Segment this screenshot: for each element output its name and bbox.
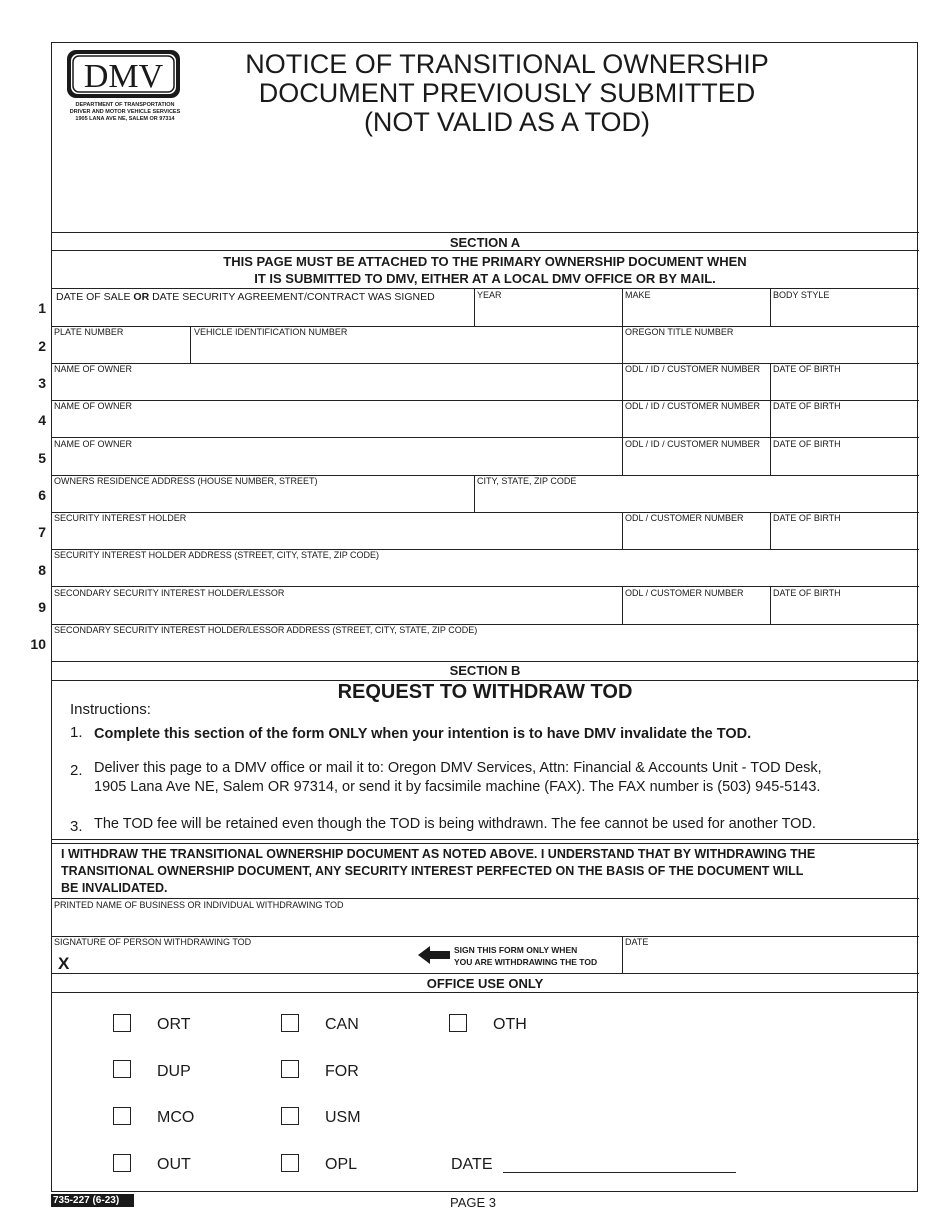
instruction-2-line-2: 1905 Lana Ave NE, Salem OR 97314, or send it by facsimile machine (FAX). The FAX number is (503) 945-5143. [94,779,821,795]
instruction-number-3: 3. [70,818,83,835]
instruction-3: The TOD fee will be retained even though the TOD is being withdrawn. The fee cannot be used for another TOD. [94,816,816,832]
owner-id-label-2: ODL / ID / CUSTOMER NUMBER [625,401,761,411]
owner-dob-label-2: DATE OF BIRTH [773,401,841,411]
checkbox-label-usm: USM [325,1109,361,1126]
withdraw-statement: I WITHDRAW THE TRANSITIONAL OWNERSHIP DOCUMENT AS NOTED ABOVE. I UNDERSTAND THAT BY WITHDRAWING THE TRANSITIONAL OWNERSHIP DOCUMENT, ANY SECURITY INTEREST PERFECTED ON THE BASIS OF THE DOCUMENT WILL BE INVALIDATED. [61,847,816,895]
instruction-number-1: 1. [70,724,83,741]
row-number-4: 4 [38,412,46,428]
secondary-holder-dob-label: DATE OF BIRTH [773,588,841,598]
owner-id-field-1[interactable] [623,376,769,399]
checkbox-label-opl: OPL [325,1156,358,1173]
signature-field[interactable] [75,948,405,972]
row-number-6: 6 [38,487,46,503]
make-field[interactable] [623,303,769,325]
owner-dob-field-3[interactable] [771,451,917,474]
checkbox-label-can: CAN [325,1016,359,1033]
security-holder-label: SECURITY INTEREST HOLDER [54,513,187,523]
security-holder-dob-label: DATE OF BIRTH [773,513,841,523]
owner-dob-field-2[interactable] [771,413,917,436]
logo-text: DMV [83,58,164,95]
agency-line-1: DEPARTMENT OF TRANSPORTATION [75,102,175,108]
secondary-holder-address-label: SECONDARY SECURITY INTEREST HOLDER/LESSOR ADDRESS (STREET, CITY, STATE, ZIP CODE) [54,625,478,635]
agency-line-3: 1905 LANA AVE NE, SALEM OR 97314 [75,116,175,122]
owner-id-field-3[interactable] [623,451,769,474]
plate-number-field[interactable] [52,339,189,362]
section-a-notice-2: IT IS SUBMITTED TO DMV, EITHER AT A LOCAL DMV OFFICE OR BY MAIL. [254,271,716,286]
printed-name-field[interactable] [52,911,917,935]
office-date-label: DATE [451,1156,493,1173]
owner-name-label-2: NAME OF OWNER [54,401,132,411]
agency-line-2: DRIVER AND MOTOR VEHICLE SERVICES [69,109,181,115]
title-line-2: DOCUMENT PREVIOUSLY SUBMITTED [258,78,756,108]
checkbox-oth[interactable] [449,1014,467,1032]
row-number-5: 5 [38,450,46,466]
section-b-heading: SECTION B [449,663,521,678]
checkbox-for[interactable] [281,1060,299,1078]
checkbox-can[interactable] [281,1014,299,1032]
section-b-title: REQUEST TO WITHDRAW TOD [337,681,633,703]
title-line-3: (NOT VALID AS A TOD) [363,107,651,137]
section-a-heading: SECTION A [449,235,521,250]
city-state-zip-field[interactable] [475,488,917,511]
residence-address-label: OWNERS RESIDENCE ADDRESS (HOUSE NUMBER, STREET) [54,476,318,486]
owner-name-field-3[interactable] [52,451,621,474]
owner-id-field-2[interactable] [623,413,769,436]
oregon-title-number-label: OREGON TITLE NUMBER [625,327,734,337]
owner-dob-label-3: DATE OF BIRTH [773,439,841,449]
row-number-2: 2 [38,338,46,354]
owner-name-label-3: NAME OF OWNER [54,439,132,449]
section-a-notice-1: THIS PAGE MUST BE ATTACHED TO THE PRIMARY OWNERSHIP DOCUMENT WHEN [223,254,747,269]
security-holder-address-field[interactable] [52,562,917,585]
secondary-holder-id-field[interactable] [623,600,769,623]
checkbox-label-mco: MCO [157,1109,195,1126]
owner-id-label-1: ODL / ID / CUSTOMER NUMBER [625,364,761,374]
checkbox-label-out: OUT [157,1156,191,1173]
owner-dob-label-1: DATE OF BIRTH [773,364,841,374]
row-number-8: 8 [38,562,46,578]
year-label: YEAR [477,290,502,300]
office-date-field[interactable] [503,1152,736,1173]
row-number-9: 9 [38,599,46,615]
owner-id-label-3: ODL / ID / CUSTOMER NUMBER [625,439,761,449]
checkbox-label-oth: OTH [493,1016,527,1033]
plate-number-label: PLATE NUMBER [54,327,124,337]
security-holder-id-field[interactable] [623,525,769,548]
owner-dob-field-1[interactable] [771,376,917,399]
instruction-2-line-1: Deliver this page to a DMV office or mail it to: Oregon DMV Services, Attn: Financial & Accounts Unit - TOD Desk, [94,760,822,776]
arrow-left-icon [418,946,450,964]
dmv-logo [66,49,181,99]
security-holder-field[interactable] [52,525,621,548]
body-style-field[interactable] [771,303,917,325]
security-holder-dob-field[interactable] [771,525,917,548]
instruction-1: Complete this section of the form ONLY when your intention is to have DMV invalidate the TOD. [94,726,752,742]
checkbox-label-for: FOR [325,1063,359,1080]
secondary-holder-address-field[interactable] [52,637,917,660]
title-line-1: NOTICE OF TRANSITIONAL OWNERSHIP [245,49,769,79]
owner-name-field-1[interactable] [52,376,621,399]
oregon-title-number-field[interactable] [623,339,917,362]
make-label: MAKE [625,290,651,300]
checkbox-ort[interactable] [113,1014,131,1032]
office-use-heading: OFFICE USE ONLY [426,976,544,991]
owner-name-label-1: NAME OF OWNER [54,364,132,374]
vin-label: VEHICLE IDENTIFICATION NUMBER [194,327,348,337]
printed-name-label: PRINTED NAME OF BUSINESS OR INDIVIDUAL WITHDRAWING TOD [54,900,344,910]
row-number-1: 1 [38,300,46,316]
checkbox-usm[interactable] [281,1107,299,1125]
row-number-7: 7 [38,524,46,540]
signature-date-label: DATE [625,937,649,947]
owner-name-field-2[interactable] [52,413,621,436]
signature-date-field[interactable] [623,948,917,972]
date-of-sale-label: DATE OF SALE OR DATE SECURITY AGREEMENT/CONTRACT WAS SIGNED [56,291,435,303]
secondary-holder-label: SECONDARY SECURITY INTEREST HOLDER/LESSOR [54,588,285,598]
secondary-holder-dob-field[interactable] [771,600,917,623]
signature-x-mark: X [58,954,70,973]
security-holder-id-label: ODL / CUSTOMER NUMBER [625,513,744,523]
row-number-10: 10 [30,636,46,652]
form-number: 735-227 (6-23) [51,1194,134,1207]
page-number: PAGE 3 [450,1195,497,1210]
checkbox-dup[interactable] [113,1060,131,1078]
checkbox-opl[interactable] [281,1154,299,1172]
checkbox-mco[interactable] [113,1107,131,1125]
checkbox-label-dup: DUP [157,1063,191,1080]
city-state-zip-label: CITY, STATE, ZIP CODE [477,476,577,486]
checkbox-label-ort: ORT [157,1016,191,1033]
date-of-sale-field[interactable] [52,303,473,325]
row-number-3: 3 [38,375,46,391]
body-style-label: BODY STYLE [773,290,830,300]
secondary-holder-id-label: ODL / CUSTOMER NUMBER [625,588,744,598]
secondary-holder-field[interactable] [52,600,621,623]
instructions-label: Instructions: [70,701,151,718]
year-field[interactable] [475,303,621,325]
checkbox-out[interactable] [113,1154,131,1172]
signature-label: SIGNATURE OF PERSON WITHDRAWING TOD [54,937,252,947]
vin-field[interactable] [191,339,621,362]
instruction-number-2: 2. [70,762,83,779]
security-holder-address-label: SECURITY INTEREST HOLDER ADDRESS (STREET, CITY, STATE, ZIP CODE) [54,550,380,560]
sign-note: SIGN THIS FORM ONLY WHEN YOU ARE WITHDRAWING THE TOD [454,945,598,967]
residence-address-field[interactable] [52,488,473,511]
